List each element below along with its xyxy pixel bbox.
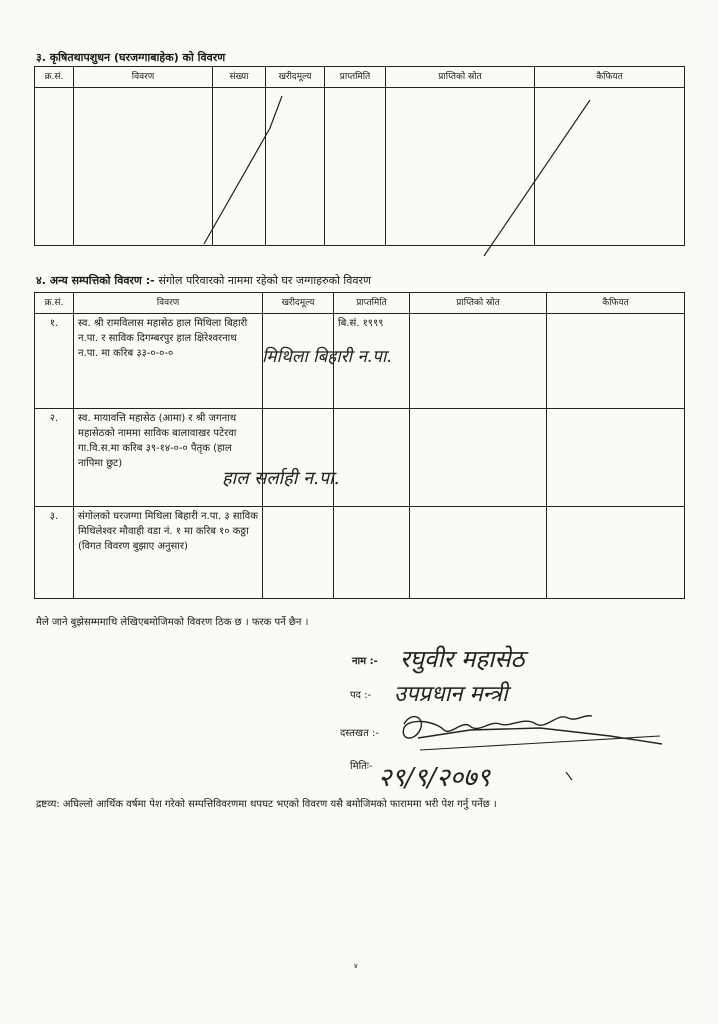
s3-cell [74, 88, 213, 246]
section4-subtitle: संगोल परिवारको नाममा रहेको घर जग्गाहरुको विवरण [158, 274, 371, 287]
row-date [334, 507, 410, 599]
s3-header-remarks: कैफियत [535, 67, 685, 88]
row-remarks [547, 409, 685, 507]
page-number: ४ [354, 962, 358, 970]
s3-header-sn: क्र.सं. [35, 67, 74, 88]
row-source [410, 507, 547, 599]
section4-table [34, 292, 685, 599]
table-row [35, 409, 685, 507]
row-remarks [547, 507, 685, 599]
s4-header-remarks: कैफियत [547, 293, 685, 314]
s3-header-count: संख्या [213, 67, 266, 88]
s3-cell [535, 88, 685, 246]
s3-header-price: खरीदमूल्य [266, 67, 325, 88]
s3-cell [213, 88, 266, 246]
row-remarks [547, 314, 685, 409]
signature-scribble [403, 716, 662, 744]
row-desc: संगोलको घरजग्गा मिथिला बिहारी न.पा. ३ साविक मिथिलेश्वर मौवाही वडा नं. १ मा करिब १० कठ्ठा (विगत विवरण बुझाए अनुसार) [74, 507, 263, 599]
handwritten-source-row2: हाल सर्लाही न.पा. [222, 468, 340, 489]
s3-header-date: प्राप्तमिति [325, 67, 386, 88]
row-date [334, 409, 410, 507]
name-label: नाम :- [352, 656, 378, 667]
s3-header-source: प्राप्तिको स्रोत [386, 67, 535, 88]
handwritten-source-row1: मिथिला बिहारी न.पा. [262, 347, 392, 367]
section3-table [34, 66, 685, 246]
declaration-text: मैले जाने बुझेसम्ममाथि लेखिएबमोजिमको विवरण ठिक छ । फरक पर्ने छैन । [36, 617, 309, 628]
s4-header-source: प्राप्तिको स्रोत [410, 293, 547, 314]
s3-cell [386, 88, 535, 246]
post-value: उपप्रधान मन्त्री [394, 682, 508, 707]
section3-title: ३. कृषितथापशुधन (घरजग्गाबाहेक) को विवरण [36, 51, 226, 64]
s3-cell [35, 88, 74, 246]
s3-cell [266, 88, 325, 246]
s4-header-date: प्राप्तमिति [334, 293, 410, 314]
s3-header-desc: विवरण [74, 67, 213, 88]
post-label: पद :- [350, 690, 372, 701]
s4-header-sn: क्र.सं. [35, 293, 74, 314]
row-source [410, 409, 547, 507]
row-desc: स्व. श्री रामविलास महासेठ हाल मिथिला बिहारी न.पा. र साविक दिगम्बरपुर हाल क्षिरेश्वरनाथ न.पा. मा करिब ३३-०-०-० [74, 314, 263, 409]
s4-header-price: खरीदमूल्य [263, 293, 334, 314]
date-value: २९/९/२०७९ [378, 763, 491, 793]
s3-cell [325, 88, 386, 246]
row-sn: २. [35, 409, 74, 507]
row-date: बि.सं. १९९९ [334, 314, 410, 409]
signature-underline [420, 736, 660, 750]
table-row [35, 507, 685, 599]
name-value: रघुवीर महासेठ [400, 645, 525, 673]
row-sn: ३. [35, 507, 74, 599]
footnote: द्रष्टव्य: अघिल्लो आर्थिक वर्षमा पेश गरेको सम्पत्तिविवरणमा थपघट भएको विवरण यसै बमोजिमको फाराममा भरी पेश गर्नु पर्नेछ । [36, 799, 497, 810]
row-price [263, 409, 334, 507]
section4-title: ४. अन्य सम्पत्तिको विवरण :- [36, 274, 155, 287]
section4-title-wrap [36, 273, 371, 288]
date-tick [566, 772, 572, 780]
signature-label: दस्तखत :- [340, 728, 379, 739]
row-sn: १. [35, 314, 74, 409]
row-desc: स्व. मायावत्ति महासेठ (आमा) र श्री जगनाथ महासेठको नाममा साविक बालावाखर पटेरवा गा.वि.स.मा करिब ३९-१४-०-० पैतृक (हाल नापिमा छुट) [74, 409, 263, 507]
s4-header-desc: विवरण [74, 293, 263, 314]
row-source [410, 314, 547, 409]
row-price [263, 507, 334, 599]
date-label: मितिः- [350, 761, 373, 772]
